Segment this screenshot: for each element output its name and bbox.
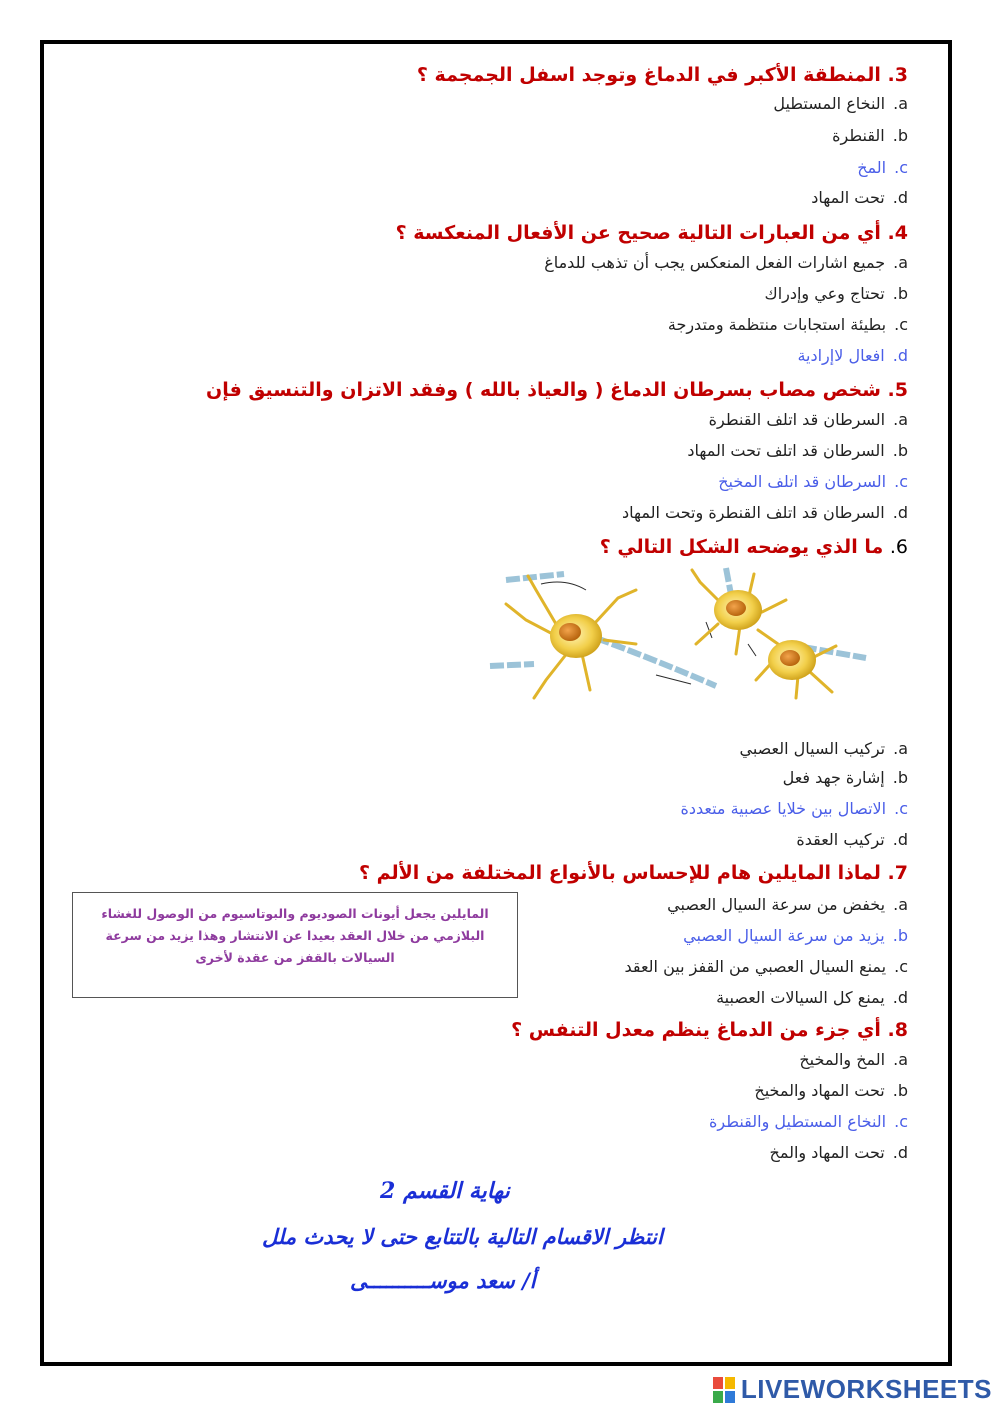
option-5d[interactable]: d.السرطان قد اتلف القنطرة وتحت المهاد [621, 503, 908, 522]
option-5c[interactable]: c.السرطان قد اتلف المخيخ [718, 472, 908, 491]
option-8a[interactable]: a.المخ والمخيخ [799, 1050, 908, 1069]
question-7 [359, 862, 908, 884]
option-5a[interactable]: a.السرطان قد اتلف القنطرة [708, 410, 908, 429]
option-6d[interactable]: d.تركيب العقدة [796, 830, 908, 849]
question-4 [396, 222, 908, 244]
liveworksheets-logo[interactable] [713, 1374, 992, 1405]
option-7c[interactable]: c.يمنع السيال العصبي من القفز بين العقد [624, 957, 908, 976]
teacher-signature: أ/ سعد موســــــــــى [350, 1268, 536, 1293]
question-text: ما الذي يوضحه الشكل التالي ؟ [599, 536, 884, 558]
question-text: أي من العبارات التالية صحيح عن الأفعال المنعكسة ؟ [395, 222, 881, 244]
wait-next-sections: انتظر الاقسام التالية بالتتابع حتى لا يحدث ملل [262, 1224, 663, 1249]
option-4b[interactable]: b.تحتاج وعي وإدراك [764, 284, 908, 303]
neuron-diagram [486, 560, 872, 700]
option-5b[interactable]: b.السرطان قد اتلف تحت المهاد [687, 441, 908, 460]
option-3b[interactable]: b.القنطرة [832, 126, 908, 145]
option-6c[interactable]: c.الاتصال بين خلايا عصبية متعددة [680, 799, 908, 818]
option-7a[interactable]: a.يخفض من سرعة السيال العصبي [667, 895, 908, 914]
liveworksheets-wordmark: LIVEWORKSHEETS [740, 1374, 992, 1404]
question-number: 6. [889, 536, 908, 558]
option-4a[interactable]: a.جميع اشارات الفعل المنعكس يجب أن تذهب للدماغ [544, 253, 908, 272]
option-7d[interactable]: d.يمنع كل السيالات العصبية [716, 988, 908, 1007]
liveworksheets-icon [713, 1377, 735, 1403]
option-8c[interactable]: c.النخاع المستطيل والقنطرة [708, 1112, 908, 1131]
question-8 [511, 1019, 908, 1041]
option-7b[interactable]: b.يزيد من سرعة السيال العصبي [683, 926, 908, 945]
question-6 [600, 536, 908, 558]
section-end-title: نهاية القسم 2 [380, 1178, 510, 1204]
question-text: أي جزء من الدماغ ينظم معدل التنفس ؟ [511, 1019, 881, 1041]
option-6b[interactable]: b.إشارة جهد فعل [782, 768, 908, 787]
option-6a[interactable]: a.تركيب السيال العصبي [739, 739, 908, 758]
option-3c[interactable]: c.المخ [857, 158, 908, 177]
question-5 [206, 379, 908, 401]
option-4d[interactable]: d.افعال لاإرادية [797, 346, 908, 365]
option-8b[interactable]: b.تحت المهاد والمخيخ [754, 1081, 908, 1100]
myelin-note-box: المايلين يجعل أيونات الصوديوم والبوتاسيوم من الوصول للغشاء البلازمي من خلال العقد بعيدا عن الانتشار وهذا يزيد من سرعة السيالات بالقفز من عقدة لأخرى [72, 892, 518, 998]
question-text: شخص مصاب بسرطان الدماغ ( والعياذ بالله ) وفقد الاتزان والتنسيق فإن [206, 379, 881, 401]
option-3a[interactable]: a.النخاع المستطيل [773, 94, 908, 113]
question-number: 4. [887, 222, 908, 244]
question-number: 7. [887, 862, 908, 884]
question-3 [417, 64, 908, 86]
question-text: لماذا المايلين هام للإحساس بالأنواع المختلفة من الألم ؟ [358, 862, 881, 884]
question-number: 8. [887, 1019, 908, 1041]
option-3d[interactable]: d.تحت المهاد [811, 188, 908, 207]
option-4c[interactable]: c.بطيئة استجابات منتظمة ومتدرجة [667, 315, 908, 334]
question-number: 5. [887, 379, 908, 401]
question-number: 3. [887, 64, 908, 86]
question-text: المنطقة الأكبر في الدماغ وتوجد اسفل الجمجمة ؟ [416, 64, 881, 86]
option-8d[interactable]: d.تحت المهاد والمخ [769, 1143, 908, 1162]
